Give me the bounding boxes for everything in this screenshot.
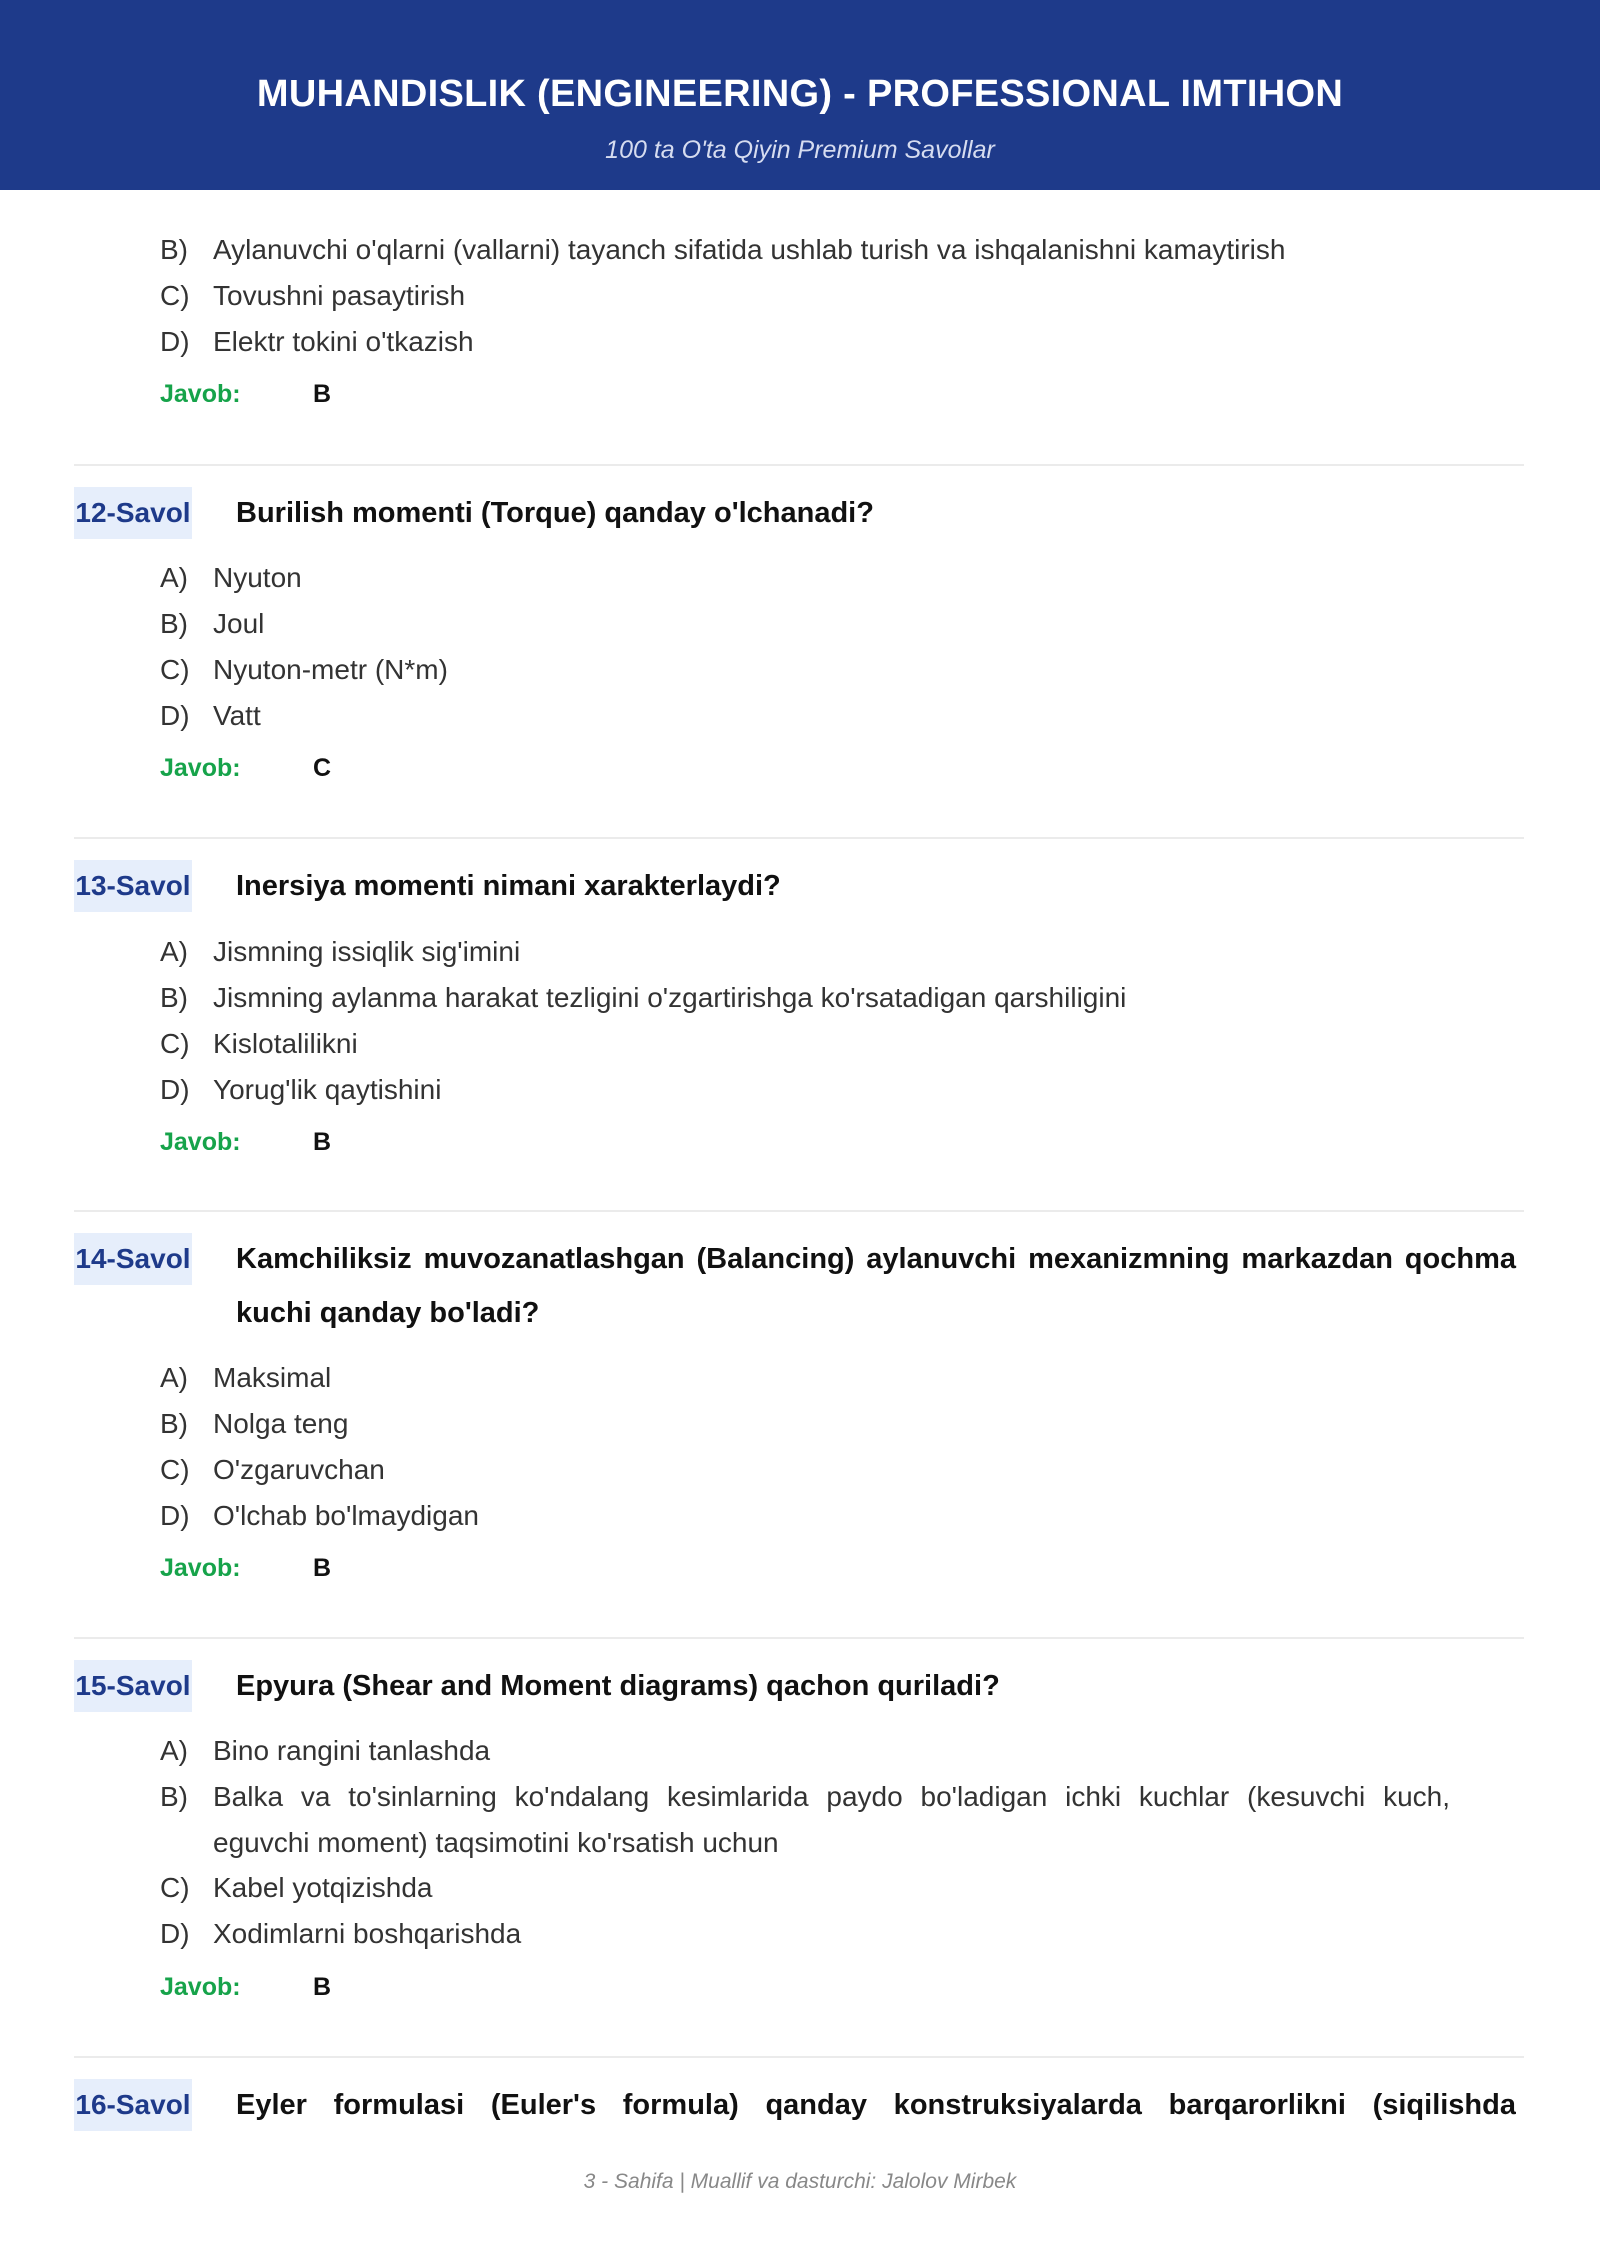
option-row [160, 1728, 1450, 1774]
option-row [160, 1067, 1450, 1113]
question-number: 13-Savol [74, 860, 192, 912]
option-row [160, 601, 1450, 647]
option-text: Balka va to'sinlarning ko'ndalang kesimlarida paydo bo'ladigan ichki kuchlar (kesuvchi kuch, eguvchi moment) taqsimotini ko'rsatish uchun [213, 1781, 1450, 1858]
exam-subtitle: 100 ta O'ta Qiyin Premium Savollar [605, 136, 995, 164]
option-text: Bino rangini tanlashda [213, 1735, 491, 1766]
answer-value: B [313, 1128, 332, 1156]
option-text: Tovushni pasaytirish [213, 280, 466, 311]
answer-label: Javob: [160, 1554, 241, 1582]
option-row [160, 1447, 1450, 1493]
option-letter: A) [160, 562, 188, 593]
option-letter: D) [160, 700, 190, 731]
exam-title: MUHANDISLIK (ENGINEERING) - PROFESSIONAL IMTIHON [256, 73, 1344, 115]
option-text: Jismning aylanma harakat tezligini o'zgartirishga ko'rsatadigan qarshiligini [213, 982, 1127, 1013]
question-number: 14-Savol [74, 1233, 192, 1285]
page-footer: 3 - Sahifa | Muallif va dasturchi: Jalolov Mirbek [583, 2170, 1017, 2193]
option-row [160, 975, 1450, 1021]
option-text: Elektr tokini o'tkazish [213, 326, 474, 357]
answer-line [160, 1973, 332, 2002]
option-letter: B) [160, 1781, 188, 1812]
answer-label: Javob: [160, 1128, 241, 1156]
option-text: Kabel yotqizishda [213, 1872, 433, 1903]
option-row [160, 693, 1450, 739]
option-letter: C) [160, 280, 190, 311]
option-text: O'lchab bo'lmaydigan [213, 1500, 479, 1531]
question-number: 12-Savol [74, 487, 192, 539]
option-letter: B) [160, 234, 188, 265]
answer-value: B [313, 1973, 332, 2001]
option-letter: A) [160, 1735, 188, 1766]
option-letter: B) [160, 1408, 188, 1439]
answer-label: Javob: [160, 1973, 241, 2001]
question-text: Epyura (Shear and Moment diagrams) qachon quriladi? [236, 1670, 1000, 1702]
question-divider [74, 1210, 1524, 1212]
option-row [160, 1021, 1450, 1067]
option-letter: D) [160, 1918, 190, 1949]
option-row [160, 555, 1450, 601]
option-letter: C) [160, 1028, 190, 1059]
option-text: Vatt [213, 700, 261, 731]
answer-line [160, 1554, 332, 1583]
answer-label: Javob: [160, 380, 241, 408]
option-row [160, 1774, 1450, 1866]
option-text: Nyuton [213, 562, 302, 593]
option-letter: B) [160, 608, 188, 639]
option-row [160, 1355, 1450, 1401]
question-number: 15-Savol [74, 1660, 192, 1712]
option-letter: D) [160, 1500, 190, 1531]
option-row [160, 1865, 1450, 1911]
answer-line [160, 1128, 332, 1157]
option-text: Yorug'lik qaytishini [213, 1074, 442, 1105]
option-letter: A) [160, 936, 188, 967]
answer-value: B [313, 1554, 332, 1582]
option-letter: D) [160, 1074, 190, 1105]
option-letter: C) [160, 1872, 190, 1903]
option-letter: A) [160, 1362, 188, 1393]
option-row [160, 227, 1450, 273]
answer-value: B [313, 380, 332, 408]
option-text: Xodimlarni boshqarishda [213, 1918, 522, 1949]
question-divider [74, 464, 1524, 466]
question-divider [74, 837, 1524, 839]
option-text: Joul [213, 608, 265, 639]
question-divider [74, 2056, 1524, 2058]
option-letter: B) [160, 982, 188, 1013]
option-row [160, 929, 1450, 975]
option-row [160, 1401, 1450, 1447]
option-text: Nyuton-metr (N*m) [213, 654, 448, 685]
option-text: Maksimal [213, 1362, 332, 1393]
option-text: Jismning issiqlik sig'imini [213, 936, 521, 967]
option-letter: C) [160, 654, 190, 685]
option-text: Kislotalilikni [213, 1028, 358, 1059]
option-row [160, 1493, 1450, 1539]
question-text: Inersiya momenti nimani xarakterlaydi? [236, 870, 781, 902]
question-number: 16-Savol [74, 2079, 192, 2131]
option-row [160, 1911, 1450, 1957]
question-divider [74, 1637, 1524, 1639]
answer-label: Javob: [160, 754, 241, 782]
option-text: Aylanuvchi o'qlarni (vallarni) tayanch sifatida ushlab turish va ishqalanishni kamaytirish [213, 234, 1286, 265]
option-text: Nolga teng [213, 1408, 349, 1439]
option-row [160, 647, 1450, 693]
option-letter: C) [160, 1454, 190, 1485]
question-text: Burilish momenti (Torque) qanday o'lchanadi? [236, 497, 874, 529]
option-letter: D) [160, 326, 190, 357]
question-text: Kamchiliksiz muvozanatlashgan (Balancing) aylanuvchi mexanizmning markazdan qochma kuchi qanday bo'ladi? [236, 1243, 1516, 1329]
option-row [160, 319, 1450, 365]
option-row [160, 273, 1450, 319]
page-header [0, 0, 1600, 190]
answer-line [160, 380, 332, 409]
answer-value: C [313, 754, 332, 782]
question-text: Eyler formulasi (Euler's formula) qanday konstruksiyalarda barqarorlikni (siqilishda [236, 2089, 1516, 2121]
answer-line [160, 754, 332, 783]
option-text: O'zgaruvchan [213, 1454, 385, 1485]
